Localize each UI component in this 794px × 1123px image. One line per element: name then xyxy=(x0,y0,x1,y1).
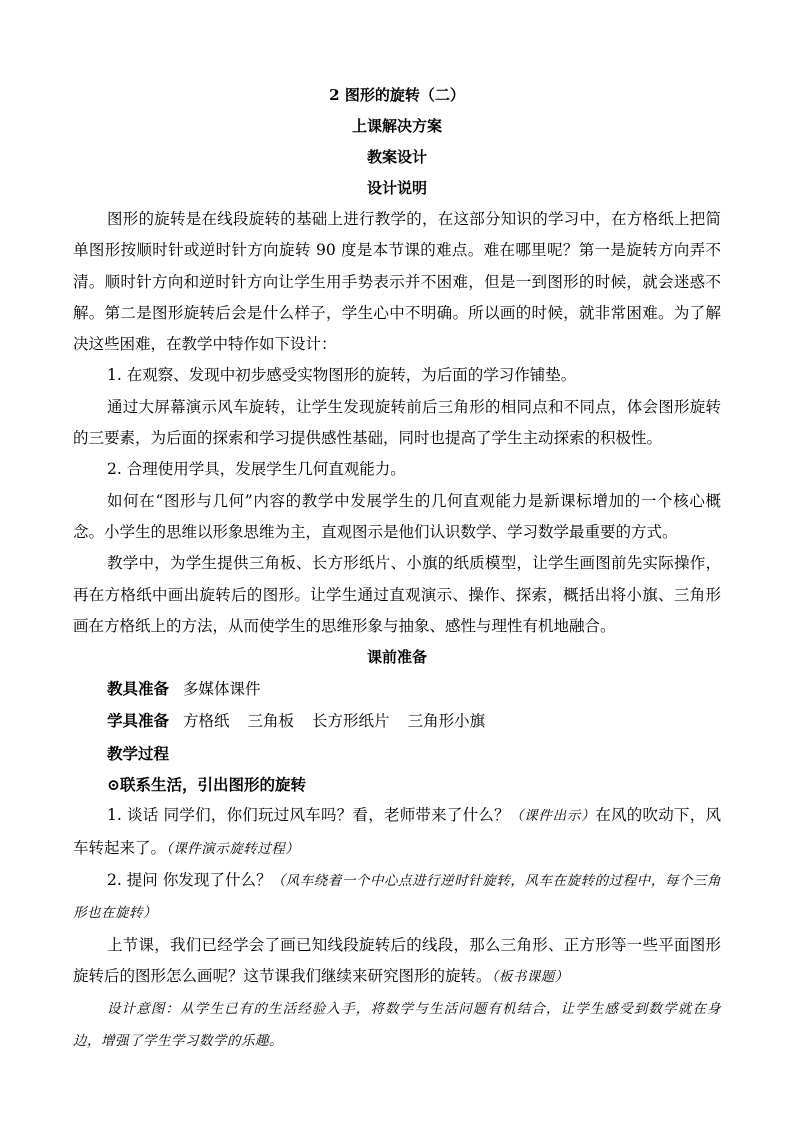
question-1-prefix: 1. 谈话 xyxy=(107,806,159,825)
prep-heading: 课前准备 xyxy=(366,648,427,667)
student-prep-item: 方格纸 xyxy=(183,712,230,731)
student-prep-item: 长方形纸片 xyxy=(312,712,390,731)
intro-item-2: 2. 合理使用学具，发展学生几何直观能力。 xyxy=(107,460,406,479)
question-2-note: （风车绕着一个中心点进行逆时针旋转，风车在旋转的过程中，每个三角形也在旋转） xyxy=(73,872,722,922)
question-1-note-2: （课件演示旋转过程） xyxy=(166,840,300,857)
student-prep xyxy=(73,705,721,737)
intro-item-1: 1. 在观察、发现中初步感受实物图形的旋转，为后面的学习作铺垫。 xyxy=(107,366,577,385)
design-intent xyxy=(73,993,721,1058)
process-paragraph-text: 上节课，我们已经学会了画已知线段旋转后的线段，那么三角形、正方形等一些平面图形旋转后的图形怎么画呢？这节课我们继续来研究图形的旋转。 xyxy=(73,935,721,985)
intro-paragraph-3: 如何在“图形与几何”内容的教学中发展学生的几何直观能力是新课标增加的一个核心概念。小学生的思维以形象思维为主，直观图示是他们认识数学、学习数学最重要的方式。 xyxy=(73,491,721,541)
question-1-note-1: （课件出示） xyxy=(509,808,596,825)
intro-paragraph-2: 通过大屏幕演示风车旋转，让学生发现旋转前后三角形的相同点和不同点，体会图形旋转的三要素，为后面的探索和学习提供感性基础，同时也提高了学生主动探索的积极性。 xyxy=(73,397,721,448)
design-intent-label: 设计意图： xyxy=(107,1001,181,1018)
lesson-subtitle: 上课解决方案 xyxy=(351,117,442,135)
design-intent-text: 从学生已有的生活经验入手，将数学与生活问题有机结合，让学生感受到数学就在身边，增强了学生学习数学的乐趣。 xyxy=(73,1001,722,1050)
section-heading-plan: 教案设计 xyxy=(366,148,427,166)
question-1-text-2: 在风的吹动下，风车转起来了。 xyxy=(73,806,721,857)
question-2-text: 你发现了什么？ xyxy=(162,870,272,889)
question-2-prefix: 2. 提问 xyxy=(107,870,158,889)
process-paragraph-note: （板书课题） xyxy=(491,968,569,985)
intro-paragraph-1: 图形的旋转是在线段旋转的基础上进行教学的，在这部分知识的学习中，在方格纸上把简单图形按顺时针或逆时针方向旋转 90 度是本节课的难点。难在哪里呢？第一是旋转方向弄不清。顺时针方向和逆时针方向让学生用手势表示并不困难，但是一到图形的时候，就会迷惑不解。第二是图形旋转后会是什么样子，学生心中不明确。所以画的时候，就非常困难。为了解决这些困难，在教学中特作如下设计： xyxy=(73,210,721,354)
student-prep-item: 三角板 xyxy=(247,712,295,731)
process-heading: 教学过程 xyxy=(107,743,170,763)
question-1 xyxy=(73,800,721,865)
document-content xyxy=(73,80,721,1058)
process-paragraph xyxy=(73,930,721,994)
process-step-1: ⊙联系生活，引出图形的旋转 xyxy=(107,775,306,795)
section-heading-notes: 设计说明 xyxy=(366,179,427,197)
student-prep-item: 三角形小旗 xyxy=(407,712,486,731)
intro-paragraph-4: 教学中，为学生提供三角板、长方形纸片、小旗的纸质模型，让学生画图前先实际操作，再在方格纸中画出旋转后的图形。让学生通过直观演示、操作、探索，概括出将小旗、三角形画在方格纸上的方法，从而使学生的思维形象与抽象、感性与理性有机地融合。 xyxy=(73,554,721,635)
lesson-title: 2 图形的旋转（二） xyxy=(329,86,465,104)
student-prep-label: 学具准备 xyxy=(107,711,170,731)
question-1-text: 同学们，你们玩过风车吗？看，老师带来了什么？ xyxy=(163,806,510,825)
teacher-prep xyxy=(73,673,721,705)
teacher-prep-items: 多媒体课件 xyxy=(183,680,261,699)
teacher-prep-label: 教具准备 xyxy=(107,679,170,699)
question-2 xyxy=(73,865,721,930)
